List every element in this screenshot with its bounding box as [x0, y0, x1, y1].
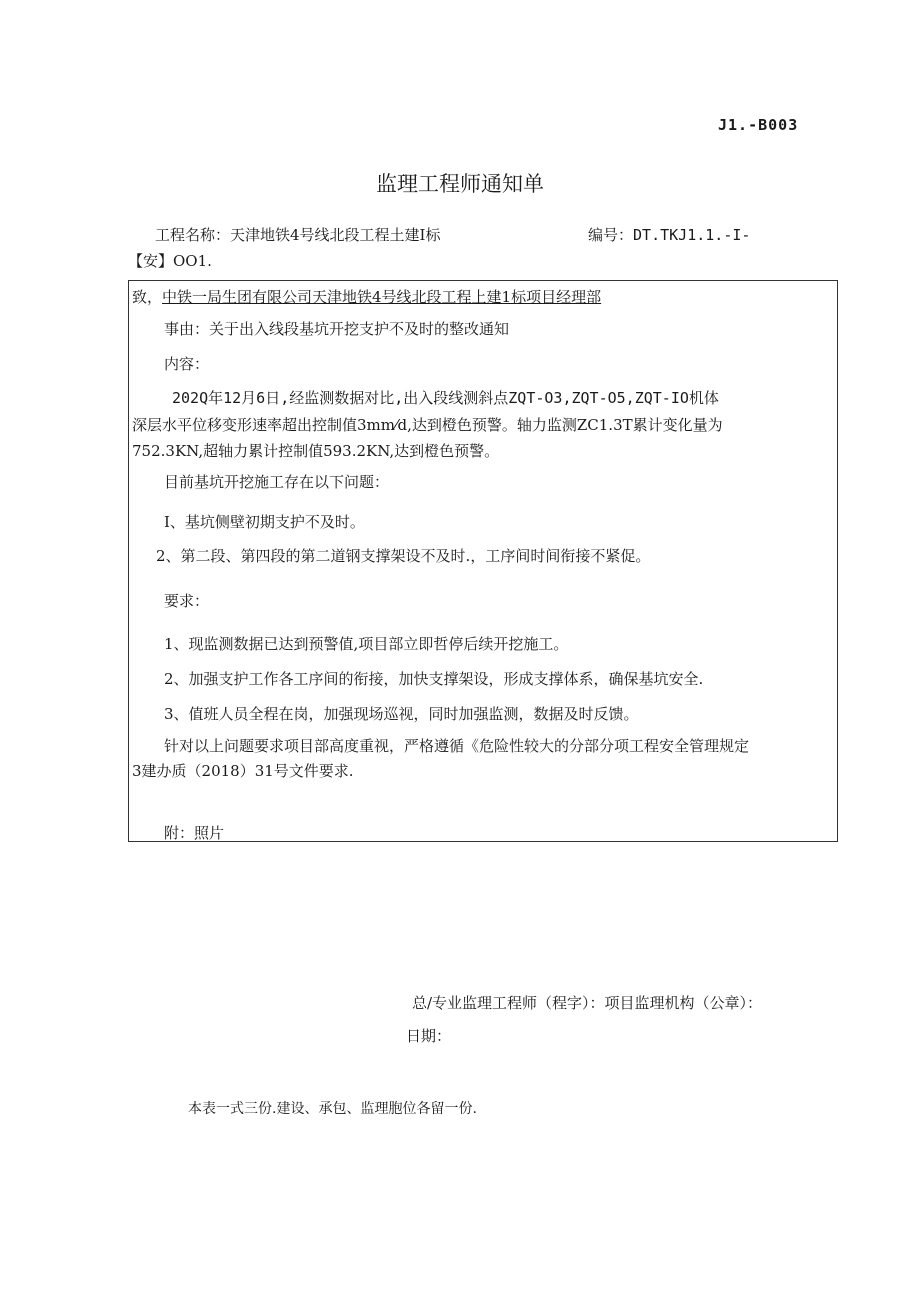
subject-line: 事由：关于出入线段基坑开挖支护不及时的整改通知	[164, 320, 510, 338]
document-title: 监理工程师通知单	[376, 172, 544, 196]
document-number-label: 编号：	[588, 226, 634, 244]
closing-line-2: 3建办质（2018）31号文件要求.	[132, 762, 354, 780]
issue-item: I、基坑侧壁初期支护不及时。	[164, 513, 365, 531]
attachment-line: 附：照片	[164, 824, 225, 842]
project-name-label: 工程名称：	[155, 226, 231, 244]
issue-item: 2、第二段、第四段的第二道钢支撑架设不及时.，工序间时间衔接不紧促。	[156, 547, 651, 565]
addressee-prefix: 致，	[132, 288, 163, 306]
addressee: 中铁一局生团有限公司天津地铁4号线北段工程上建1标项目经理部	[162, 288, 602, 306]
addressee-line	[132, 287, 601, 307]
content-label: 内容：	[164, 355, 210, 373]
content-paragraph-line-2: 深层水平位移变形速率超出控制值3mm⁄d,达到橙色预警。轴力监测ZC1.3T累计变化量为	[132, 416, 723, 434]
date-label: 日期：	[406, 1027, 452, 1045]
requirement-item: 1、现监测数据已达到预警值,项目部立即哲停后续开挖施工。	[164, 635, 569, 653]
project-name-value: 天津地铁4号线北段工程土建I标	[230, 226, 441, 244]
footer-note: 本表一式三份.建设、承包、监理胞位各留一份.	[188, 1101, 477, 1117]
issues-intro: 目前基坑开挖施工存在以下问题：	[164, 473, 390, 491]
project-name-line	[155, 224, 441, 245]
requirement-item: 2、加强支护工作各工序间的衔接，加快支撑架设，形成支撑体系，确保基坑安全.	[164, 670, 704, 688]
requirements-label: 要求：	[164, 592, 210, 610]
notice-box	[128, 280, 838, 842]
content-paragraph-line-1: 202Q年12月6日,经监测数据对比,出入段线测斜点ZQT-O3,ZQT-O5,ZQT-IO机体	[172, 389, 719, 407]
requirement-item: 3、值班人员全程在岗，加强现场巡视，同时加强监测，数据及时反馈。	[164, 705, 639, 723]
form-code: J1.-B003	[718, 116, 799, 134]
document-number-value: DT.TKJ1.1.-I-	[633, 226, 751, 244]
content-paragraph-line-3: 752.3KN,超轴力累计控制值593.2KN,达到橙色预警。	[132, 442, 500, 460]
document-number-line	[588, 224, 750, 245]
closing-line-1: 针对以上问题要求项目部高度重视，严格遵循《危险性较大的分部分项工程安全管理规定	[164, 737, 750, 755]
signature-line: 总/专业监理工程师（程字）：项目监理机构（公章）：	[412, 994, 763, 1012]
document-number-continuation: 【安】OO1.	[128, 252, 212, 270]
